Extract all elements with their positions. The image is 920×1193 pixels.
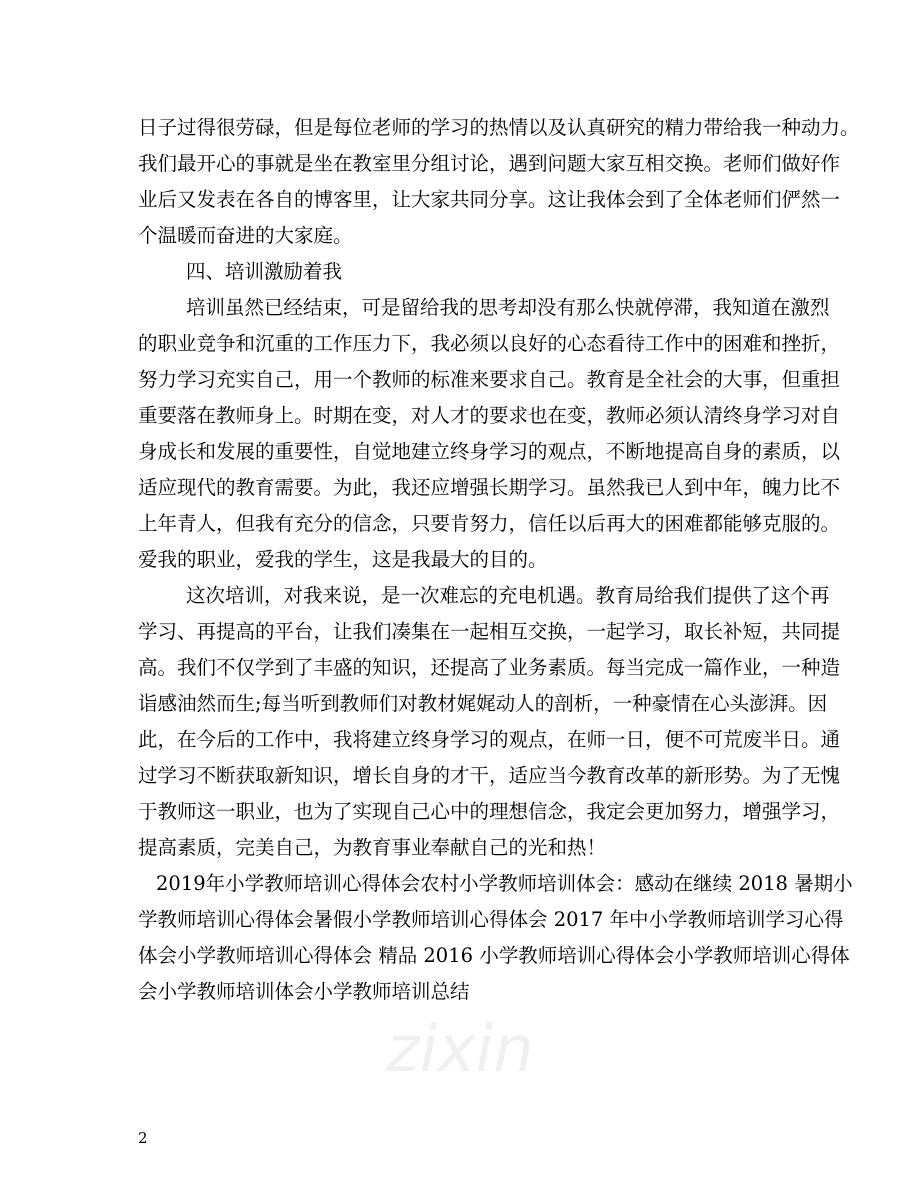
page-number: 2 — [138, 1129, 148, 1147]
paragraph-3-line-5: 此，在今后的工作中，我将建立终身学习的观点，在师一日，便不可荒废半日。通 — [138, 728, 841, 751]
paragraph-2-line-2: 的职业竞争和沉重的工作压力下，我必须以良好的心态看待工作中的困难和挫折， — [138, 332, 841, 355]
paragraph-3-line-1: 这次培训，对我来说，是一次难忘的充电机遇。教育局给我们提供了这个再 — [186, 584, 830, 607]
paragraph-3-line-2: 学习、再提高的平台，让我们凑集在一起相互交换，一起学习，取长补短，共同提 — [138, 620, 841, 643]
related-articles-line-4: 会小学教师培训体会小学教师培训总结 — [138, 980, 470, 1003]
paragraph-2-line-8: 爱我的职业，爱我的学生，这是我最大的目的。 — [138, 548, 548, 571]
paragraph-3-line-7: 于教师这一职业，也为了实现自己心中的理想信念，我定会更加努力，增强学习， — [138, 800, 841, 823]
watermark: zixin — [386, 1013, 534, 1087]
paragraph-1-line-2: 我们最开心的事就是坐在教室里分组讨论，遇到问题大家互相交换。老师们做好作 — [138, 152, 841, 175]
paragraph-2-line-4: 重要落在教师身上。时期在变，对人才的要求也在变，教师必须认清终身学习对自 — [138, 404, 841, 427]
paragraph-3-line-8: 提高素质，完美自己，为教育事业奉献自己的光和热！ — [138, 836, 607, 859]
paragraph-3-line-6: 过学习不断获取新知识，增长自身的才干，适应当今教育改革的新形势。为了无愧 — [138, 764, 841, 787]
paragraph-1-line-1: 日子过得很劳碌，但是每位老师的学习的热情以及认真研究的精力带给我一种动力。 — [138, 116, 860, 139]
paragraph-2-line-3: 努力学习充实自己，用一个教师的标准来要求自己。教育是全社会的大事，但重担 — [138, 368, 841, 391]
paragraph-1-line-4: 个温暖而奋进的大家庭。 — [138, 224, 353, 247]
paragraph-3-line-4: 诣感油然而生;每当听到教师们对教材娓娓动人的剖析，一种豪情在心头澎湃。因 — [138, 692, 828, 715]
paragraph-3-line-3: 高。我们不仅学到了丰盛的知识，还提高了业务素质。每当完成一篇作业，一种造 — [138, 656, 841, 679]
paragraph-2-line-1: 培训虽然已经结束，可是留给我的思考却没有那么快就停滞，我知道在激烈 — [186, 296, 830, 319]
related-articles-line-2: 学教师培训心得体会暑假小学教师培训心得体会 2017 年中小学教师培训学习心得 — [138, 908, 844, 931]
paragraph-2-line-6: 适应现代的教育需要。为此，我还应增强长期学习。虽然我已人到中年，魄力比不 — [138, 476, 841, 499]
related-articles-line-1: 2019年小学教师培训心得体会农村小学教师培训体会：感动在继续 2018 暑期小 — [156, 872, 853, 895]
section-heading-4: 四、培训激励着我 — [186, 260, 343, 283]
paragraph-2-line-5: 身成长和发展的重要性，自觉地建立终身学习的观点，不断地提高自身的素质，以 — [138, 440, 841, 463]
paragraph-1-line-3: 业后又发表在各自的博客里，让大家共同分享。这让我体会到了全体老师们俨然一 — [138, 188, 841, 211]
related-articles-line-3: 体会小学教师培训心得体会 精品 2016 小学教师培训心得体会小学教师培训心得体 — [138, 944, 850, 967]
paragraph-2-line-7: 上年青人，但我有充分的信念，只要肯努力，信任以后再大的困难都能够克服的。 — [138, 512, 841, 535]
